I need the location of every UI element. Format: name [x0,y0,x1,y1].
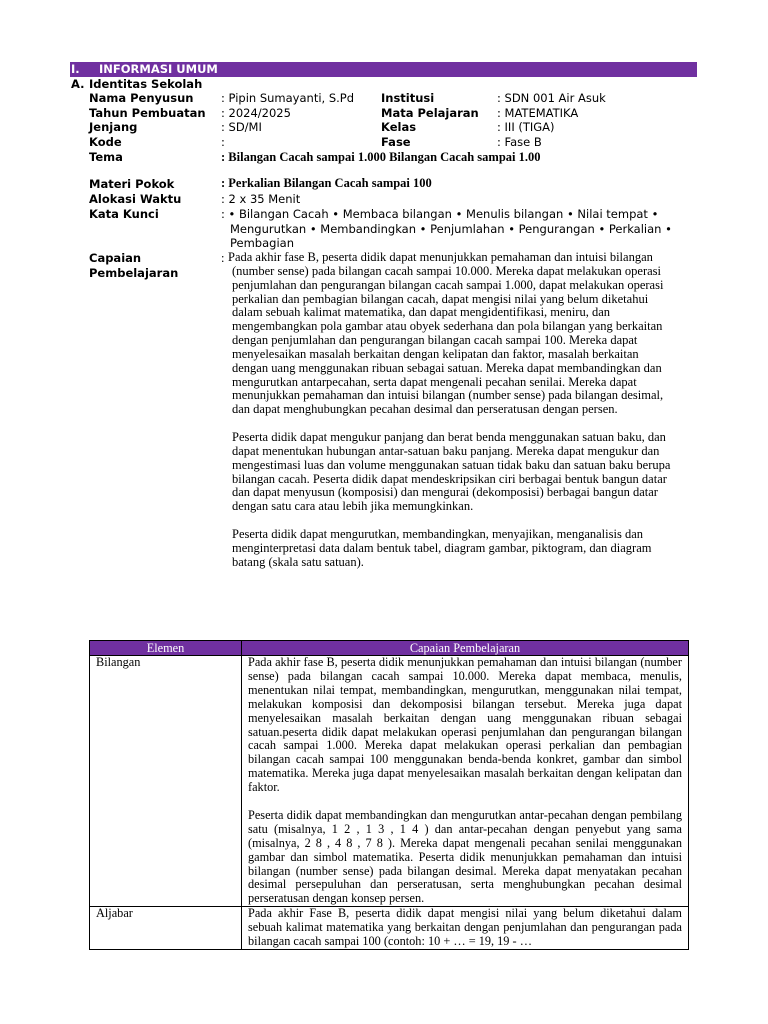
table-cell-capaian [242,656,689,907]
column-header-capaian: Capaian Pembelajaran [242,641,689,656]
table-cell-elemen: Aljabar [90,907,242,950]
jenjang-label: Jenjang [89,120,138,134]
kata-kunci-value: : • Bilangan Cacah • Membaca bilangan • Menulis bilangan • Nilai tempat • Mengurutkan • Membandingkan • Penjumlahan • Pengurangan • Perkalian • Pembagian [221,207,672,251]
institusi-label: Institusi [381,91,435,105]
kode-label: Kode [89,135,122,149]
alokasi-waktu-label: Alokasi Waktu [89,192,182,206]
capaian-label-line1: Capaian [89,251,142,265]
materi-pokok-value: : Perkalian Bilangan Cacah sampai 100 [221,176,432,190]
table-cell-elemen: Bilangan [90,656,242,907]
mata-pelajaran-value: : MATEMATIKA [497,106,579,120]
table-cell-paragraph: Pada akhir fase B, peserta didik menunjukkan pemahaman dan intuisi bilangan (number sense) pada bilangan cacah sampai 10.000. Mereka dapat membaca, menulis, menentukan nilai tempat, membandingkan, mengurutkan, menggunakan nilai tempat, melakukan komposisi dan dekomposisi bilangan tersebut. Mereka juga dapat menyelesaikan masalah berkaitan dengan uang menggunakan ribuan sebagai satuan.peserta didik dapat melakukan operasi penjumlahan dan pengurangan bilangan cacah sampai 1.000. Mereka dapat melakukan operasi perkalian dan pembagian bilangan cacah sampai 100 menggunakan benda-benda konkret, gambar dan simbol matematika. Mereka juga dapat menyelesaikan masalah berkaitan dengan kelipatan dan faktor. [248,655,682,795]
nama-penyusun-label: Nama Penyusun [89,91,194,105]
section-number: I. [71,62,80,76]
kelas-value: : III (TIGA) [497,120,555,134]
table-row [90,656,689,907]
fase-label: Fase [381,135,411,149]
kata-kunci-label: Kata Kunci [89,207,159,221]
table-row [90,907,689,950]
kelas-label: Kelas [381,120,417,134]
mata-pelajaran-label: Mata Pelajaran [381,106,479,120]
table-header-row [90,641,689,656]
nama-penyusun-value: : Pipin Sumayanti, S.Pd [221,91,355,105]
alokasi-waktu-value: : 2 x 35 Menit [221,192,301,206]
kode-value: : [221,135,225,149]
section-title: INFORMASI UMUM [99,62,218,76]
capaian-label-line2: Pembelajaran [89,266,179,280]
capaian-colon: : [221,251,225,265]
fase-value: : Fase B [497,135,542,149]
capaian-paragraph: Peserta didik dapat mengurutkan, membandingkan, menyajikan, menganalisis dan menginterpretasi data dalam bentuk tabel, diagram gambar, piktogram, dan diagram batang (skala satu satuan). [232,526,652,569]
section-header-bar [70,62,697,77]
jenjang-value: : SD/MI [221,120,262,134]
table-cell-paragraph: Pada akhir Fase B, peserta didik dapat mengisi nilai yang belum diketahui dalam sebuah kalimat matematika yang berkaitan dengan penjumlahan dan pengurangan pada bilangan cacah sampai 100 (contoh: 10 + … = 19, 19 - … [248,906,682,949]
table-cell-paragraph: Peserta didik dapat membandingkan dan mengurutkan antar-pecahan dengan pembilang satu (misalnya, 1 2 , 1 3 , 1 4 ) dan antar-pecahan dengan penyebut yang sama (misalnya, 2 8 , 4 8 , 7 8 ). Mereka dapat mengenali pecahan senilai menggunakan gambar dan simbol matematika. Peserta didik menunjukkan pemahaman dan intuisi bilangan (number sense) pada bilangan desimal. Mereka dapat menyatakan pecahan desimal persepuluhan dan perseratusan, serta menghubungkan pecahan desimal perseratusan dengan konsep persen. [248,807,682,906]
tahun-pembuatan-value: : 2024/2025 [221,106,291,120]
materi-pokok-label: Materi Pokok [89,177,175,191]
capaian-text [228,250,677,583]
tahun-pembuatan-label: Tahun Pembuatan [89,106,206,120]
subsection-letter: A. [71,77,85,91]
tema-value: : Bilangan Cacah sampai 1.000 Bilangan Cacah sampai 1.00 [221,150,541,164]
capaian-paragraph: Pada akhir fase B, peserta didik dapat menunjukkan pemahaman dan intuisi bilangan (number sense) pada bilangan cacah sampai 10.000. Mereka dapat melakukan operasi penjumlahan dan pengurangan bilangan cacah sampai 1.000, dapat melakukan operasi perkalian dan pembagian bilangan cacah, dapat mengisi nilai yang belum diketahui dalam sebuah kalimat matematika, dan dapat mengidentifikasi, meniru, dan mengembangkan pola gambar atau obyek sederhana dan pola bilangan yang berkaitan dengan penjumlahan dan pengurangan bilangan cacah sampai 100. Mereka dapat menyelesaikan masalah berkaitan dengan kelipatan dan faktor, masalah berkaitan dengan uang menggunakan ribuan sebagai satuan. Mereka dapat membandingkan dan mengurutkan antarpecahan, serta dapat mengenali pecahan senilai. Mereka dapat menunjukkan pemahaman dan intuisi bilangan (number sense) pada bilangan desimal, dan dapat menghubungkan pecahan desimal dan perseratusan dengan persen. [228,250,664,417]
capaian-paragraph: Peserta didik dapat mengukur panjang dan berat benda menggunakan satuan baku, dan dapat menentukan hubungan antar-satuan baku panjang. Mereka dapat mengukur dan mengestimasi luas dan volume menggunakan satuan tidak baku dan satuan baku berupa bilangan cacah. Peserta didik dapat mendeskripsikan ciri berbagai bentuk bangun datar dan dapat menyusun (komposisi) dan mengurai (dekomposisi) berbagai bangun datar dengan satu cara atau lebih jika memungkinkan. [232,429,671,514]
institusi-value: : SDN 001 Air Asuk [497,91,606,105]
tema-label: Tema [89,150,123,164]
column-header-elemen: Elemen [90,641,242,656]
table-cell-capaian [242,907,689,950]
elemen-capaian-table [89,640,689,950]
subsection-title: Identitas Sekolah [89,77,203,91]
